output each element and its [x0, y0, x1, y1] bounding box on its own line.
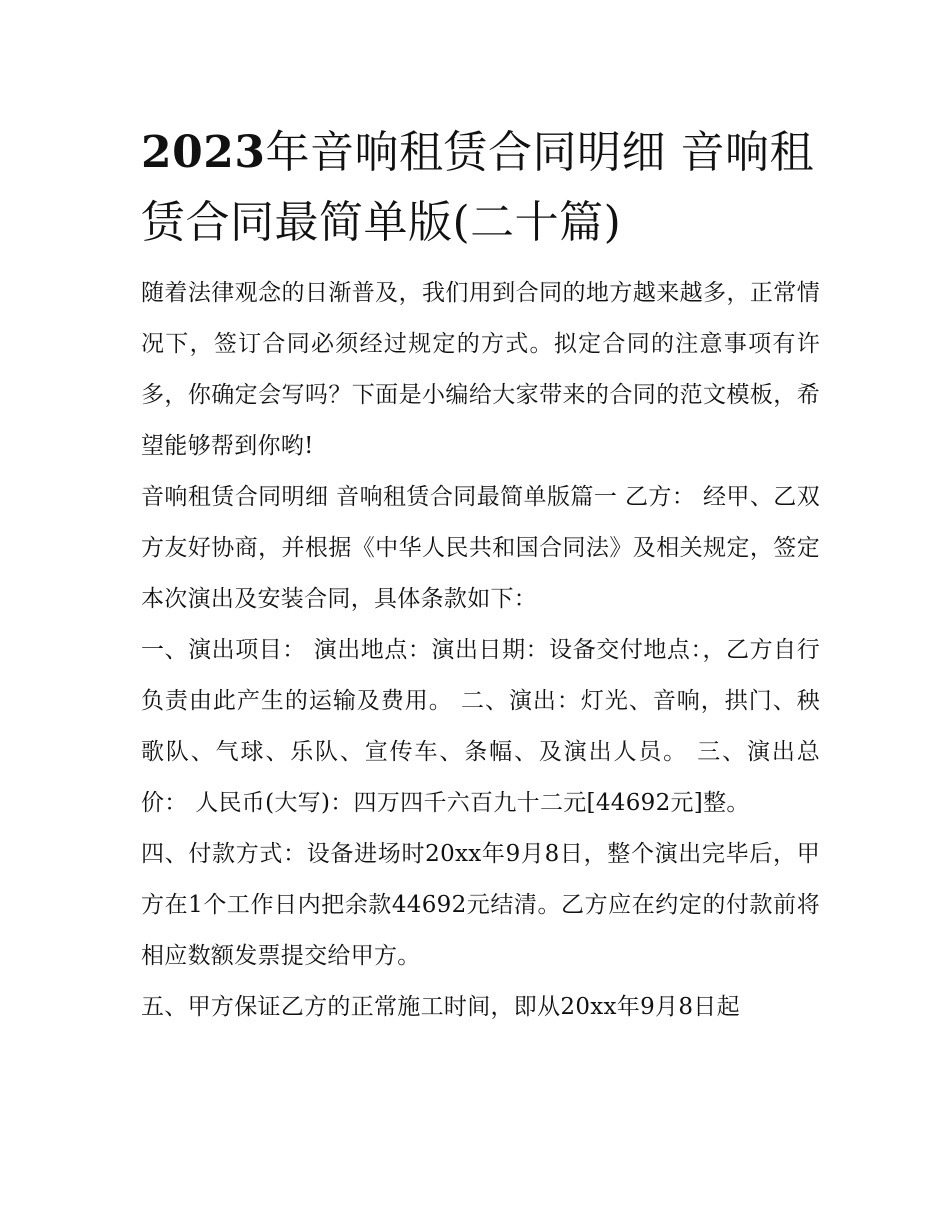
clause-4-paragraph: 四、付款方式：设备进场时20xx年9月8日，整个演出完毕后，甲方在1个工作日内把余款44692元结清。乙方应在约定的付款前将相应数额发票提交给甲方。 — [141, 841, 820, 969]
document-body — [141, 268, 820, 1033]
intro-paragraph: 随着法律观念的日渐普及，我们用到合同的地方越来越多，正常情况下，签订合同必须经过规定的方式。拟定合同的注意事项有许多，你确定会写吗？下面是小编给大家带来的合同的范文模板，希望能够帮到你哟! — [141, 280, 820, 459]
title-text: 年音响租赁合同明细 音响租赁合同最简单版(二十篇) — [141, 127, 814, 248]
document-title — [141, 118, 820, 258]
clause-5-paragraph: 五、甲方保证乙方的正常施工时间，即从20xx年9月8日起 — [141, 994, 740, 1020]
title-year: 2023 — [141, 127, 266, 178]
contract-preamble-paragraph: 音响租赁合同明细 音响租赁合同最简单版篇一 乙方： 经甲、乙双方友好协商，并根据《中华人民共和国合同法》及相关规定，签定本次演出及安装合同，具体条款如下： — [141, 484, 820, 612]
clause-1-3-paragraph: 一、演出项目： 演出地点：演出日期：设备交付地点：，乙方自行负责由此产生的运输及费用。 二、演出：灯光、音响，拱门、秧歌队、气球、乐队、宣传车、条幅、及演出人员。 三、演出总价： 人民币(大写)：四万四千六百九十二元[44692元]整。 — [141, 637, 820, 816]
